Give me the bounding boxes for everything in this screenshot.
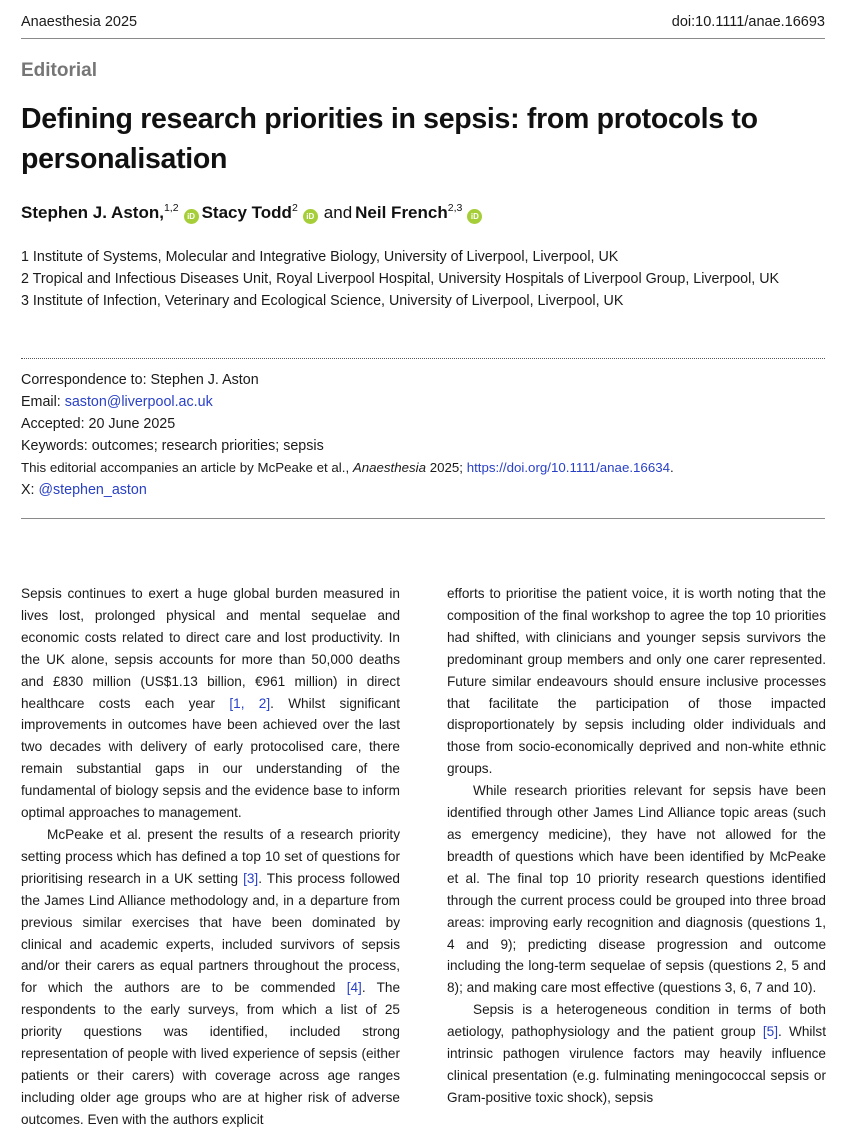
citation-link[interactable]: [3] — [243, 870, 259, 886]
body-text: . Whilst significant improvements in outcomes have been achieved over the last two decades with delivery of early protocolised care, there remain substantial gaps in our understanding of the fundamental of biology sepsis and the evidence base to inform optimal approaches to management. — [21, 695, 400, 821]
body-text: . The respondents to the early surveys, from which a list of 25 priority questions was identified, included strong representation of people with lived experience of sepsis (either patients or their carers) with coverage across age ranges including older age groups who are at higher risk of adverse outcomes. Even with the authors explicit — [21, 980, 401, 1127]
accompanies-prefix: This editorial accompanies an article by McPeake et al., — [21, 460, 353, 475]
section-divider — [21, 518, 825, 519]
author-name: Neil French — [355, 203, 448, 222]
body-paragraph: While research priorities relevant for sepsis have been identified through other James Lind Alliance topic areas (such as emergency medicine), they have not allowed for the breadth of questions which have been identified by McPeake et al. The final top 10 priority research questions identified through the current process could be grouped into three broad areas: improving early recognition and diagnosis (questions 1, 4 and 9); predicting disease progression and outcome including the long-term sequelae of sepsis (questions 2, 5 and 8); and making care most effective (questions 3, 6, 7 and 10). — [447, 783, 826, 996]
x-line — [21, 479, 826, 501]
body-text: McPeake et al. present the results of a research priority setting process which has defined a top 10 set of questions for prioritising research in a UK setting — [21, 826, 400, 886]
author-affiliation-sup: 2 — [291, 202, 298, 214]
author-name: Stephen J. Aston, — [21, 203, 164, 222]
affiliation-item: 1 Institute of Systems, Molecular and Integrative Biology, University of Liverpool, Liverpool, UK — [21, 249, 619, 265]
citation-link[interactable]: [4] — [346, 980, 362, 996]
doi: doi:10.1111/anae.16693 — [671, 14, 825, 30]
body-paragraph — [21, 583, 400, 824]
email-link[interactable]: saston@liverpool.ac.uk — [64, 394, 213, 410]
article-title: Defining research priorities in sepsis: from protocols to personalisation — [21, 103, 758, 175]
accompanies-note — [21, 457, 826, 479]
email-line — [21, 391, 826, 413]
running-header — [21, 12, 825, 39]
citation-link[interactable]: [5] — [762, 1024, 778, 1040]
accompanies-year: 2025; — [426, 460, 467, 475]
body-text: Sepsis is a heterogeneous condition in terms of both aetiology, pathophysiology and the patient group — [447, 1002, 826, 1040]
x-label: X: — [21, 482, 39, 498]
body-column-right — [447, 583, 826, 1109]
body-text: . Whilst intrinsic pathogen virulence factors may heavily influence clinical presentation (e.g. fulminating meningococcal sepsis or Gram-positive toxic shock), sepsis — [447, 1024, 826, 1105]
citation-link[interactable]: [1, 2] — [229, 695, 271, 711]
keywords: Keywords: outcomes; research priorities; sepsis — [21, 438, 324, 454]
author-and: and — [323, 203, 353, 222]
orcid-icon[interactable]: iD — [467, 209, 482, 224]
author-list — [21, 202, 485, 224]
body-text: . This process followed the James Lind Alliance methodology and, in a departure from previous similar exercises that have been dominated by clinical and academic experts, included survivors of sepsis and/or their carers as equal partners throughout the process, for which the authors are to be commended — [21, 870, 400, 996]
x-handle-link[interactable]: @stephen_aston — [38, 482, 147, 498]
author-name: Stacy Todd — [201, 203, 292, 222]
correspondence-block — [21, 369, 826, 501]
correspondence-line: Correspondence to: Stephen J. Aston — [21, 372, 259, 388]
author-affiliation-sup: 1,2 — [163, 202, 179, 214]
affiliation-item: 3 Institute of Infection, Veterinary and Ecological Science, University of Liverpool, Liverpool, UK — [21, 293, 624, 309]
accompanies-end: . — [670, 460, 674, 475]
affiliations — [21, 246, 779, 312]
orcid-icon[interactable]: iD — [184, 209, 199, 224]
accompanies-journal: Anaesthesia — [352, 460, 427, 475]
email-label: Email: — [21, 394, 65, 410]
orcid-icon[interactable]: iD — [303, 209, 318, 224]
author-affiliation-sup: 2,3 — [447, 202, 463, 214]
journal-name: Anaesthesia 2025 — [21, 14, 138, 30]
body-column-left — [21, 583, 400, 1131]
dotted-divider — [21, 358, 825, 359]
affiliation-item: 2 Tropical and Infectious Diseases Unit, Royal Liverpool Hospital, University Hospitals of Liverpool Group, Liverpool, UK — [21, 271, 780, 287]
accompanies-doi-link[interactable]: https://doi.org/10.1111/anae.16634 — [466, 460, 671, 475]
section-label: Editorial — [21, 60, 98, 81]
accepted-date: Accepted: 20 June 2025 — [21, 416, 176, 432]
body-paragraph — [21, 824, 400, 1131]
body-paragraph: efforts to prioritise the patient voice, it is worth noting that the composition of the final workshop to agree the top 10 priorities had shifted, with clinicians and younger sepsis survivors the predominant group members and only one carer represented. Future similar endeavours should ensure inclusive processes that facilitate the participation of those impacted disproportionately by sepsis including older individuals and those from socio-economically deprived and non-white ethnic groups. — [447, 586, 826, 777]
body-paragraph — [447, 999, 826, 1109]
body-text: Sepsis continues to exert a huge global burden measured in lives lost, prolonged physical and mental sequelae and economic costs related to direct care and lost productivity. In the UK alone, sepsis accounts for more than 50,000 deaths and £830 million (US$1.13 billion, €961 million) in direct healthcare costs each year — [21, 586, 400, 711]
